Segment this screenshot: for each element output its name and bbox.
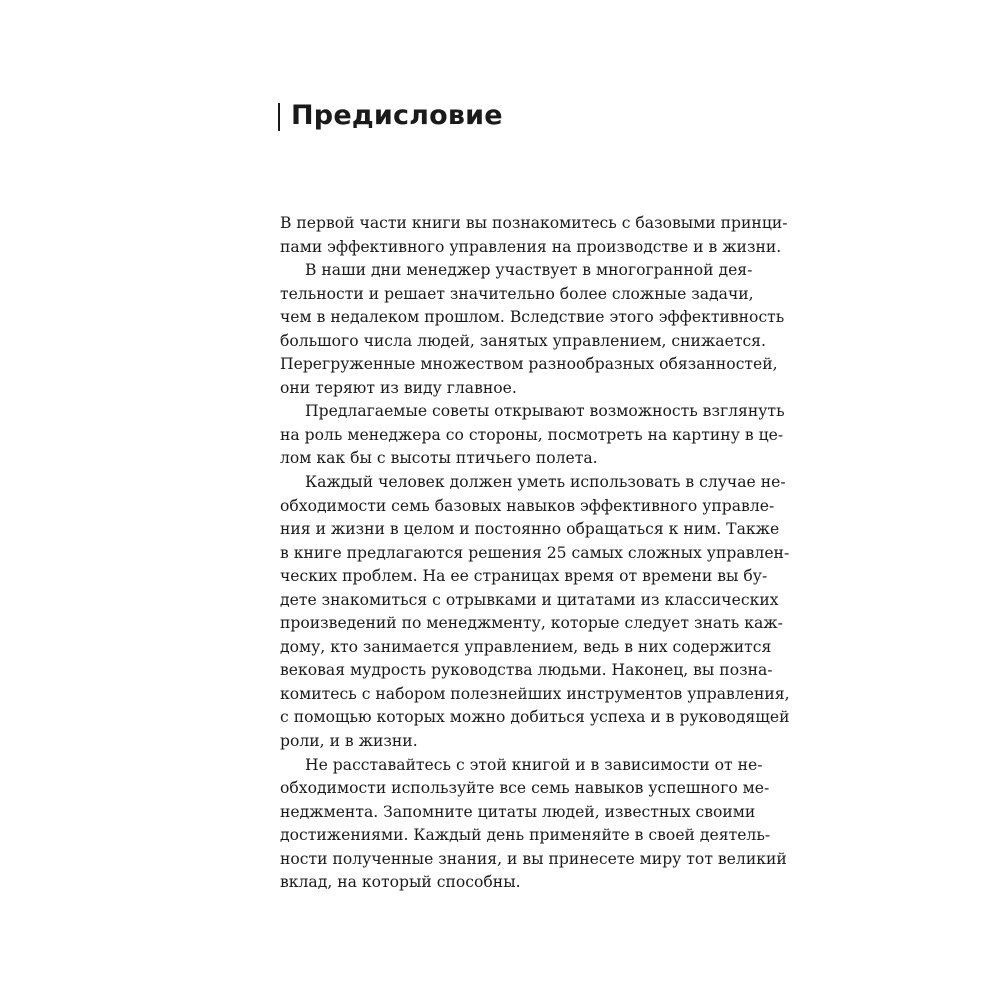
text-line: обходимости семь базовых навыков эффективного управле-: [280, 496, 775, 515]
heading-accent-bar: [278, 103, 280, 131]
text-line: В первой части книги вы познакомитесь с базовыми принци-: [280, 214, 788, 232]
text-line: комитесь с набором полезнейших инструментов управления,: [280, 684, 790, 703]
text-line: пами эффективного управления на производстве и в жизни.: [280, 237, 782, 256]
text-line: лом как бы с высоты птичьего полета.: [280, 449, 598, 468]
text-line: тельности и решает значительно более сложные задачи,: [280, 284, 754, 303]
text-line: произведений по менеджменту, которые следует знать каж-: [280, 614, 783, 633]
text-line: обходимости используйте все семь навыков успешного ме-: [280, 779, 770, 798]
paragraph: [280, 259, 785, 400]
body-text: [280, 212, 790, 895]
text-line: с помощью которых можно добиться успеха и в руководящей: [280, 708, 790, 727]
text-line: чем в недалеком прошлом. Вследствие этого эффективность: [280, 308, 785, 327]
paragraph: [280, 754, 787, 895]
text-line: в книге предлагаются решения 25 самых сложных управлен-: [280, 543, 790, 562]
text-line: на роль менеджера со стороны, посмотреть на картину в це-: [280, 425, 784, 444]
text-line: Каждый человек должен уметь использовать в случае не-: [305, 473, 786, 492]
page-title: Предисловие: [291, 100, 503, 131]
text-line: Не расставайтесь с этой книгой и в зависимости от не-: [305, 755, 763, 774]
text-line: роли, и в жизни.: [280, 732, 418, 751]
text-line: дете знакомиться с отрывками и цитатами из классических: [280, 590, 779, 609]
text-line: они теряют из виду главное.: [280, 378, 517, 397]
paragraph: [280, 400, 785, 471]
paragraph: [280, 212, 788, 259]
text-line: неджмента. Запомните цитаты людей, известных своими: [280, 802, 756, 821]
text-line: Перегруженные множеством разнообразных обязанностей,: [280, 355, 778, 374]
text-line: ния и жизни в целом и постоянно обращаться к ним. Также: [280, 520, 780, 539]
text-line: Предлагаемые советы открывают возможность взглянуть: [305, 402, 785, 421]
text-line: В наши дни менеджер участвует в многогранной дея-: [305, 261, 753, 280]
paragraph: [280, 471, 790, 754]
text-line: ности полученные знания, и вы принесете миру тот великий: [280, 849, 787, 868]
text-line: вековая мудрость руководства людьми. Наконец, вы позна-: [280, 661, 773, 680]
text-line: достижениями. Каждый день применяйте в своей деятель-: [280, 826, 771, 845]
text-line: дому, кто занимается управлением, ведь в них содержится: [280, 637, 772, 656]
text-line: вклад, на который способны.: [280, 873, 521, 892]
text-line: большого числа людей, занятых управлением, снижается.: [280, 331, 766, 350]
text-line: ческих проблем. На ее страницах время от времени вы бу-: [280, 567, 768, 586]
